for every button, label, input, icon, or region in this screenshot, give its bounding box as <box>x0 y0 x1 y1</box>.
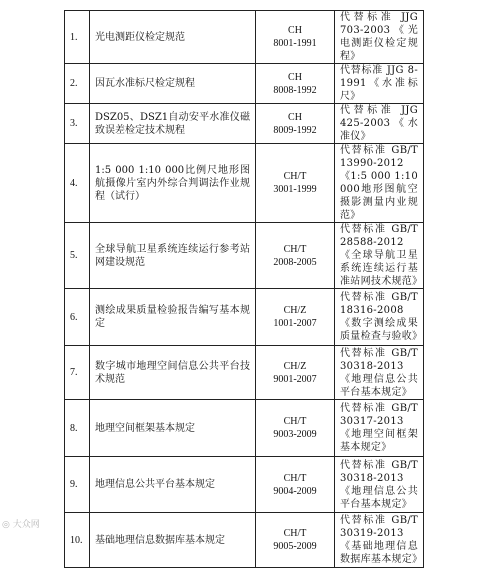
row-number: 6. <box>65 289 90 346</box>
table-row <box>65 11 424 64</box>
standard-code: CH/Z 1001-2007 <box>256 289 335 346</box>
standard-name: DSZ05、DSZ1自动安平水准仪磁致误差检定技术规程 <box>90 104 256 144</box>
table-row <box>65 64 424 104</box>
replacement-note: 代替标准 GB/T 28588-2012《全球导航卫星系统连续运行基准站网技术规范》 <box>335 223 424 289</box>
replacement-note: 代替标准 GB/T 30318-2013《地理信息公共平台基本规定》 <box>335 346 424 400</box>
row-number: 7. <box>65 346 90 400</box>
table-row <box>65 457 424 513</box>
table-row <box>65 223 424 289</box>
table-row <box>65 400 424 457</box>
standard-name: 地理空间框架基本规定 <box>90 400 256 457</box>
standards-table-body <box>65 11 424 568</box>
row-number: 3. <box>65 104 90 144</box>
standard-code: CH 8009-1992 <box>256 104 335 144</box>
standard-name: 因瓦水准标尺检定规程 <box>90 64 256 104</box>
watermark-icon: ◎ <box>2 520 10 530</box>
standard-code: CH/T 9003-2009 <box>256 400 335 457</box>
standard-code: CH 8008-1992 <box>256 64 335 104</box>
replacement-note: 代替标准 GB/T 18316-2008《数字测绘成果质量检查与验收》 <box>335 289 424 346</box>
standard-code: CH/T 9005-2009 <box>256 513 335 568</box>
replacement-note: 代替标准 GB/T 30319-2013《基础地理信息数据库基本规定》 <box>335 513 424 568</box>
row-number: 1. <box>65 11 90 64</box>
table-row <box>65 144 424 223</box>
replacement-note: 代替标准 GB/T 30317-2013《地理空间框架基本规定》 <box>335 400 424 457</box>
watermark-text: 大众网 <box>12 520 40 530</box>
standard-name: 地理信息公共平台基本规定 <box>90 457 256 513</box>
watermark-logo <box>2 517 40 530</box>
standard-name: 测绘成果质量检验报告编写基本规定 <box>90 289 256 346</box>
table-row <box>65 289 424 346</box>
row-number: 4. <box>65 144 90 223</box>
standard-code: CH/T 3001-1999 <box>256 144 335 223</box>
table-row <box>65 513 424 568</box>
standard-name: 数字城市地理空间信息公共平台技术规范 <box>90 346 256 400</box>
replacement-note: 代替标准 JJG 425-2003《水准仪》 <box>335 104 424 144</box>
replacement-note: 代替标准 JJG 8-1991《水准标尺》 <box>335 64 424 104</box>
standard-code: CH 8001-1991 <box>256 11 335 64</box>
table-row <box>65 104 424 144</box>
standard-name: 光电测距仪检定规范 <box>90 11 256 64</box>
standard-code: CH/T 2008-2005 <box>256 223 335 289</box>
row-number: 5. <box>65 223 90 289</box>
standard-name: 基础地理信息数据库基本规定 <box>90 513 256 568</box>
table-row <box>65 346 424 400</box>
replacement-note: 代替标准 GB/T 13990-2012《1:5 000 1:10 000地形图航空摄影测量内业规范》 <box>335 144 424 223</box>
row-number: 8. <box>65 400 90 457</box>
standard-name: 全球导航卫星系统连续运行参考站网建设规范 <box>90 223 256 289</box>
row-number: 9. <box>65 457 90 513</box>
standard-name: 1:5 000 1:10 000比例尺地形图航摄像片室内外综合判调法作业规程（试行） <box>90 144 256 223</box>
standard-code: CH/Z 9001-2007 <box>256 346 335 400</box>
row-number: 2. <box>65 64 90 104</box>
replacement-note: 代替标准 GB/T 30318-2013《地理信息公共平台基本规定》 <box>335 457 424 513</box>
standard-code: CH/T 9004-2009 <box>256 457 335 513</box>
standards-table <box>64 10 424 568</box>
replacement-note: 代替标准 JJG 703-2003《光电测距仪检定规程》 <box>335 11 424 64</box>
row-number: 10. <box>65 513 90 568</box>
